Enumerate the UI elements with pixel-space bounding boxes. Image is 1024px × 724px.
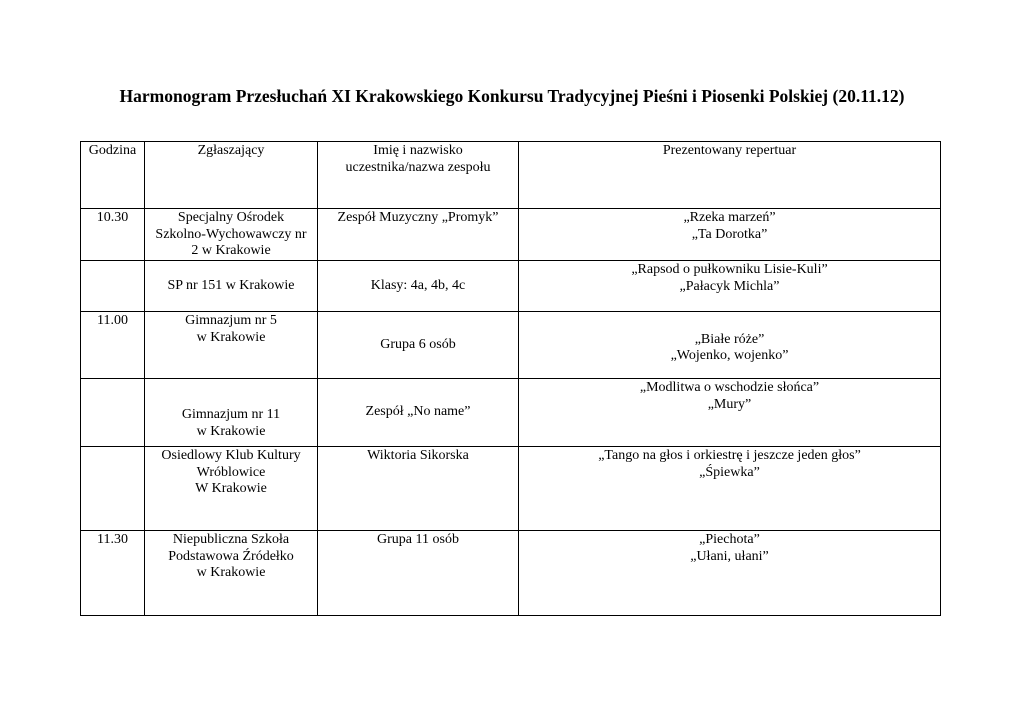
song-title: „Ta Dorotka” — [691, 226, 768, 242]
applicant-line: Gimnazjum nr 5 — [185, 313, 277, 328]
cell-repertoire — [519, 379, 941, 447]
cell-time: 11.00 — [81, 312, 145, 379]
header-time: Godzina — [81, 142, 145, 209]
applicant-line: w Krakowie — [196, 329, 266, 345]
cell-time — [81, 447, 145, 531]
cell-applicant — [145, 209, 318, 261]
cell-repertoire — [519, 531, 941, 616]
cell-time: 10.30 — [81, 209, 145, 261]
applicant-line: Osiedlowy Klub Kultury — [161, 448, 301, 463]
cell-participant: Zespół Muzyczny „Promyk” — [318, 209, 519, 261]
table-row — [81, 379, 941, 447]
song-title: „Rzeka marzeń” — [683, 210, 776, 225]
song-title: „Tango na głos i orkiestrę i jeszcze jeden głos” — [598, 448, 861, 463]
header-participant-line: uczestnika/nazwa zespołu — [345, 159, 491, 175]
cell-applicant — [145, 531, 318, 616]
cell-applicant — [145, 379, 318, 447]
song-title: „Rapsod o pułkowniku Lisie-Kuli” — [631, 262, 828, 277]
cell-applicant — [145, 447, 318, 531]
cell-repertoire — [519, 447, 941, 531]
header-participant-line: Imię i nazwisko — [373, 143, 463, 158]
cell-time — [81, 261, 145, 312]
header-repertoire: Prezentowany repertuar — [519, 142, 941, 209]
cell-time — [81, 379, 145, 447]
applicant-line: Wróblowice — [196, 464, 266, 480]
song-title: „Mury” — [707, 396, 752, 412]
table-header-row — [81, 142, 941, 209]
applicant-line: w Krakowie — [196, 423, 266, 439]
cell-repertoire — [519, 209, 941, 261]
applicant-line: Niepubliczna Szkoła — [172, 532, 290, 547]
song-title: „Ułani, ułani” — [690, 548, 769, 564]
cell-applicant — [145, 261, 318, 312]
cell-participant: Wiktoria Sikorska — [318, 447, 519, 531]
applicant-line: SP nr 151 w Krakowie — [167, 277, 295, 293]
applicant-line: Szkolno-Wychowawczy nr — [155, 226, 307, 242]
applicant-line: Gimnazjum nr 11 — [181, 407, 281, 422]
song-title: „Piechota” — [699, 532, 760, 547]
cell-time: 11.30 — [81, 531, 145, 616]
applicant-line: W Krakowie — [195, 481, 267, 496]
song-title: „Białe róże” — [694, 331, 765, 347]
applicant-line: 2 w Krakowie — [191, 243, 271, 258]
schedule-table — [80, 141, 941, 616]
cell-participant: Zespół „No name” — [318, 379, 519, 447]
table-row — [81, 209, 941, 261]
song-title: „Modlitwa o wschodzie słońca” — [639, 380, 820, 395]
cell-participant: Grupa 11 osób — [318, 531, 519, 616]
applicant-line: Podstawowa Źródełko — [168, 548, 294, 564]
cell-repertoire — [519, 312, 941, 379]
applicant-line: w Krakowie — [196, 565, 266, 580]
song-title: „Pałacyk Michla” — [679, 278, 780, 294]
cell-repertoire — [519, 261, 941, 312]
page-title: Harmonogram Przesłuchań XI Krakowskiego Konkursu Tradycyjnej Pieśni i Piosenki Polskiej (20.11.12) — [119, 86, 905, 106]
song-title: „Śpiewka” — [699, 464, 760, 480]
header-participant — [318, 142, 519, 209]
cell-participant: Klasy: 4a, 4b, 4c — [318, 261, 519, 312]
song-title: „Wojenko, wojenko” — [670, 348, 789, 363]
table-row — [81, 261, 941, 312]
cell-applicant — [145, 312, 318, 379]
table-row — [81, 312, 941, 379]
applicant-line: Specjalny Ośrodek — [177, 210, 285, 225]
cell-participant: Grupa 6 osób — [318, 312, 519, 379]
table-row — [81, 447, 941, 531]
table-row — [81, 531, 941, 616]
header-applicant: Zgłaszający — [145, 142, 318, 209]
